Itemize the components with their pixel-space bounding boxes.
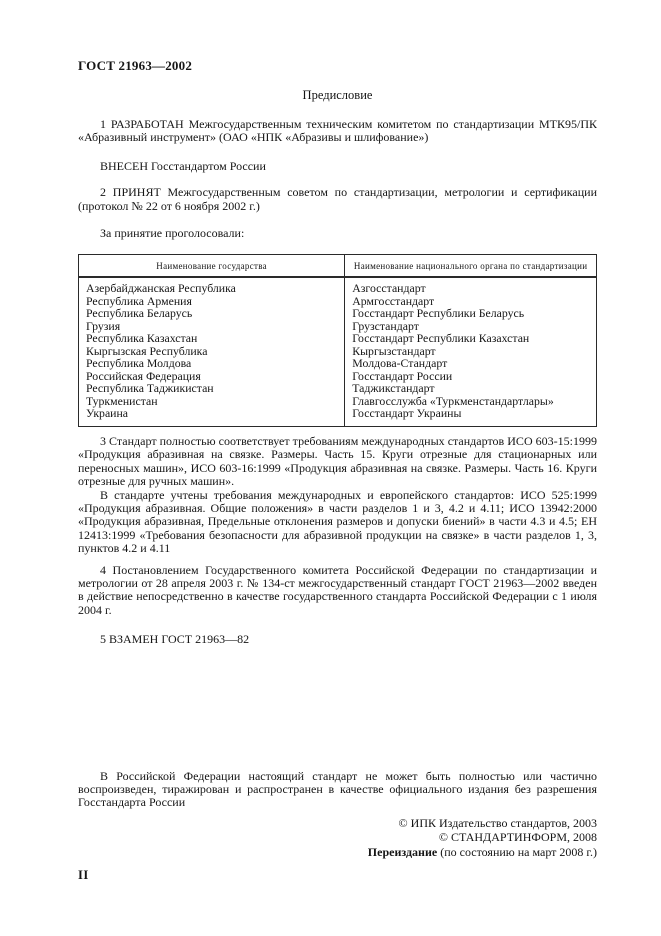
- table-cell-org: Азгосстандарт: [352, 281, 426, 296]
- table-cell-country: Российская Федерация: [86, 368, 201, 383]
- table-cell-country: Туркменистан: [86, 393, 158, 408]
- copyright-block: [78, 816, 597, 860]
- voting-table-header-country: Наименование государства: [79, 255, 345, 276]
- table-cell-org: Грузстандарт: [352, 318, 419, 333]
- voting-intro: За принятие проголосовали:: [100, 226, 245, 241]
- foreword-item-3a: 3 Стандарт полностью соответствует требованиям международных стандартов ИСО 603-15:1999 «Продукция абразивная на связке. Размеры. Часть 15. Круги отрезные для стационарных или переносных машин», ИСО 603-16:1999 «Продукция абразивная на связке. Размеры. Часть 16. Круги отрезные для ручных машин».: [78, 433, 597, 489]
- foreword-item-5: 5 ВЗАМЕН ГОСТ 21963—82: [100, 632, 250, 647]
- table-cell-org: Кыргызстандарт: [352, 343, 436, 358]
- table-cell-org: Главгосслужба «Туркменстандартлары»: [352, 393, 554, 408]
- table-cell-country: Украина: [86, 406, 129, 421]
- voting-table-body: [79, 278, 596, 426]
- reissue-label: Переиздание: [367, 844, 438, 859]
- table-cell-org: Госстандарт России: [352, 368, 453, 383]
- foreword-item-2: 2 ПРИНЯТ Межгосударственным советом по стандартизации, метрологии и сертификации (протокол № 22 от 6 ноября 2002 г.): [78, 185, 597, 213]
- voting-table-country-column: [79, 278, 345, 426]
- table-cell-org: Армгосстандарт: [352, 293, 435, 308]
- foreword-item-3b: В стандарте учтены требования международных и европейского стандартов: ИСО 525:1999 «Продукция абразивная. Общие положения» в части разделов 1 и 3, 4.2 и 4.11; ИСО 13942:2000 «Продукция абразивная, Предельные отклонения размеров и допуски биений» в части 4.3 и 4.5; ЕН 12413:1999 «Требования безопасности для абразивной продукции на связке» в части разделов 1, 3, пунктов 4.2 и 4.11: [78, 487, 597, 556]
- doc-code: ГОСТ 21963—2002: [78, 58, 193, 73]
- table-cell-country: Республика Беларусь: [86, 306, 193, 321]
- table-cell-org: Таджикстандарт: [352, 381, 435, 396]
- foreword-item-4: 4 Постановлением Государственного комитета Российской Федерации по стандартизации и метрологии от 28 апреля 2003 г. № 134-ст межгосударственный стандарт ГОСТ 21963—2002 введен в действие непосредственно в качестве государственного стандарта Российской Федерации с 1 июля 2004 г.: [78, 562, 597, 617]
- table-cell-country: Республика Казахстан: [86, 331, 198, 346]
- voting-table-org-column: [345, 278, 596, 426]
- reproduction-disclaimer: В Российской Федерации настоящий стандарт не может быть полностью или частично воспроизведен, тиражирован и распространен в качестве официального издания без разрешения Госстандарта России: [78, 768, 597, 810]
- table-cell-org: Госстандарт Республики Казахстан: [352, 331, 530, 346]
- voting-table-header-org: Наименование национального органа по стандартизации: [353, 261, 588, 272]
- table-cell-org: Госстандарт Республики Беларусь: [352, 306, 525, 321]
- table-cell-country: Республика Таджикистан: [86, 381, 214, 396]
- copyright-line-standartinform: © СТАНДАРТИНФОРМ, 2008: [438, 830, 597, 845]
- foreword-vnesen: ВНЕСЕН Госстандартом России: [100, 158, 266, 173]
- table-cell-org: Молдова-Стандарт: [352, 356, 448, 371]
- table-cell-country: Азербайджанская Республика: [86, 281, 236, 296]
- copyright-line-ipk: © ИПК Издательство стандартов, 2003: [398, 815, 597, 830]
- table-cell-org: Госстандарт Украины: [352, 406, 462, 421]
- table-cell-country: Республика Молдова: [86, 356, 192, 371]
- page-title: Предисловие: [302, 88, 373, 102]
- page-number: II: [78, 868, 89, 883]
- table-cell-country: Кыргызская Республика: [86, 343, 208, 358]
- reissue-line: [78, 845, 597, 860]
- foreword-item-1: 1 РАЗРАБОТАН Межгосударственным техническим комитетом по стандартизации МТК95/ПК «Абразивный инструмент» (ОАО «НПК «Абразивы и шлифование»): [78, 117, 597, 145]
- voting-table-header-row: [79, 255, 596, 278]
- table-cell-country: Республика Армения: [86, 293, 192, 308]
- reissue-note: (по состоянию на март 2008 г.): [437, 844, 597, 859]
- table-cell-country: Грузия: [86, 318, 121, 333]
- voting-table: [78, 254, 597, 427]
